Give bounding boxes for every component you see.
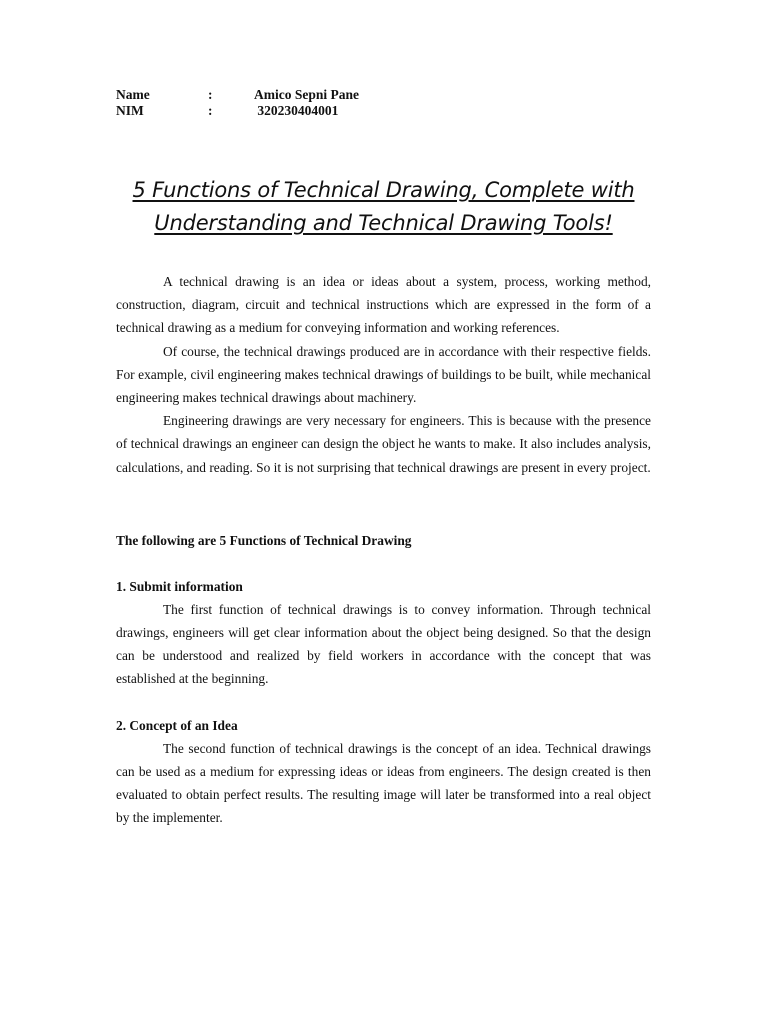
document-title [116, 174, 651, 240]
nim-label: NIM [116, 103, 144, 118]
nim-value: 320230404001 [254, 103, 339, 118]
intro-section [116, 270, 651, 479]
section-heading-concept-of-an-idea: 2. Concept of an Idea [116, 717, 238, 733]
name-row [116, 87, 651, 103]
name-colon: : [208, 87, 213, 102]
document-page [116, 87, 651, 829]
title-line-1: 5 Functions of Technical Drawing, Complete with [132, 178, 635, 202]
nim-colon: : [208, 103, 213, 118]
intro-paragraph: A technical drawing is an idea or ideas about a system, process, working method, construction, diagram, circuit and technical instructions which are expressed in the form of a technical drawing as a medium for conveying information and working references. [116, 274, 651, 336]
section-body-concept-of-an-idea: The second function of technical drawings is the concept of an idea. Technical drawings can be used as a medium for expressing ideas or ideas from engineers. The design created is then evaluated to obtain perfect results. The resulting image will later be transformed into a real object by the implementer. [116, 740, 651, 826]
intro-paragraph: Engineering drawings are very necessary for engineers. This is because with the presence of technical drawings an engineer can design the object he wants to make. It also includes analysis, calculations, and reading. So it is not surprising that technical drawings are present in every project. [116, 413, 651, 475]
section-body-submit-information: The first function of technical drawings is to convey information. Through technical drawings, engineers will get clear information about the object being designed. So that the design can be understood and realized by field workers in accordance with the concept that was established at the beginning. [116, 601, 651, 687]
intro-paragraph: Of course, the technical drawings produced are in accordance with their respective fields. For example, civil engineering makes technical drawings of buildings to be built, while mechanical engineering makes technical drawings about machinery. [116, 343, 651, 406]
name-label: Name [116, 87, 150, 102]
functions-heading: The following are 5 Functions of Technical Drawing [116, 532, 412, 548]
nim-row [116, 103, 651, 119]
name-value: Amico Sepni Pane [254, 87, 360, 102]
title-line-2: Understanding and Technical Drawing Tools! [154, 211, 613, 235]
section-heading-submit-information: 1. Submit information [116, 578, 243, 594]
